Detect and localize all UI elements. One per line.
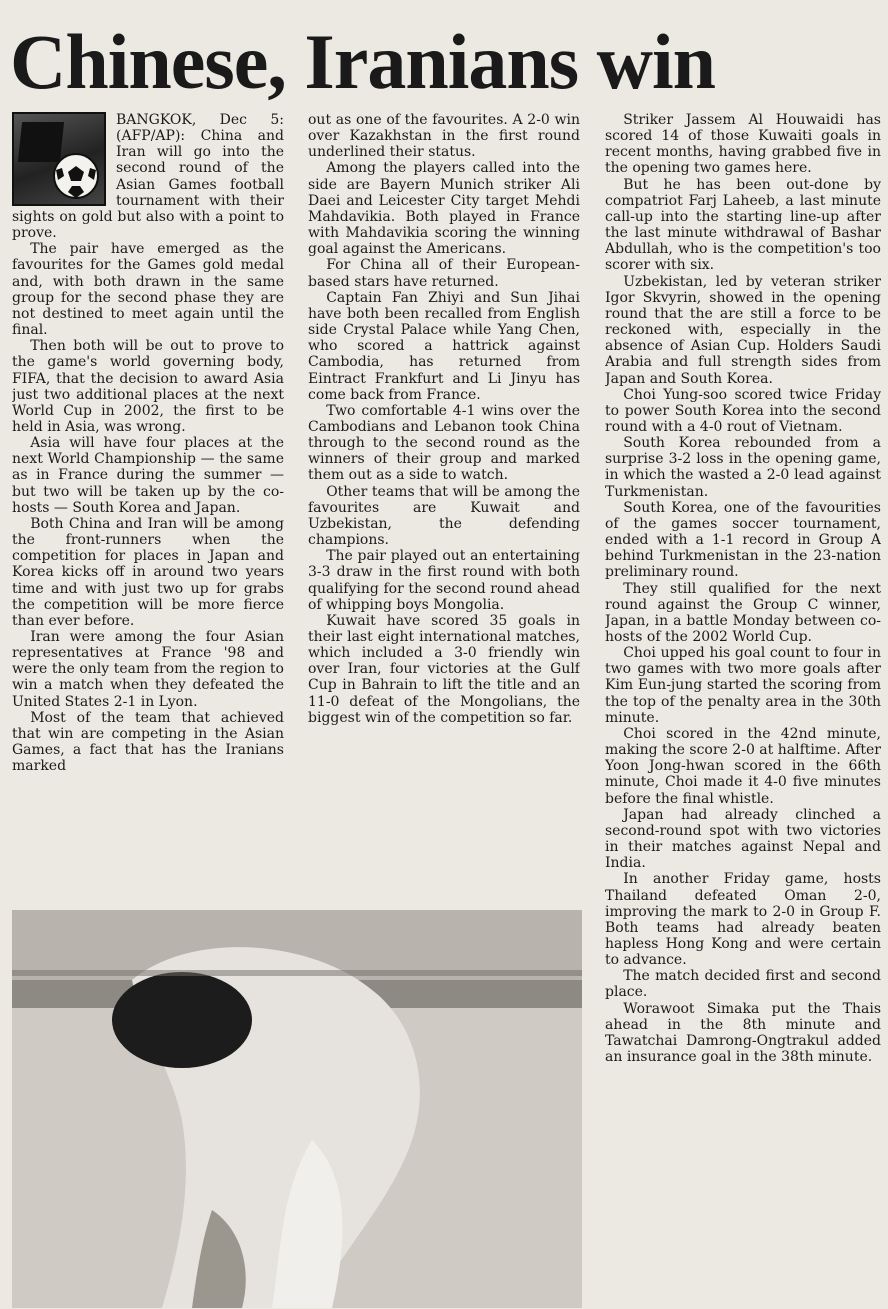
paragraph: South Korea, one of the favourities of the games soccer tournament, ended with a 1-1 record in Group A behind Turkmenistan in the 23-nation preliminary round. xyxy=(605,499,881,581)
paragraph: Kuwait have scored 35 goals in their last eight international matches, which included a 3-0 friendly win over Iran, four victories at the Gulf Cup in Bahrain to lift the title and an 11-0 defeat of the Mongolians, the biggest win of the competition so far. xyxy=(308,612,580,726)
paragraph: The match decided first and second place. xyxy=(605,968,881,1001)
paragraph: Captain Fan Zhiyi and Sun Jihai have both been recalled from English side Crystal Palace while Yang Chen, who scored a hattrick against Cambodia, has returned from Eintract Frankfurt and Li Jinyu has come back from France. xyxy=(308,289,580,403)
paragraph: Striker Jassem Al Houwaidi has scored 14 of those Kuwaiti goals in recent months, having grabbed five in the opening two games here. xyxy=(605,112,881,177)
paragraph: In another Friday game, hosts Thailand defeated Oman 2-0, improving the mark to 2-0 in Group F. Both teams had already beaten hapless Hong Kong and were certain to advance. xyxy=(605,871,881,969)
article-column-3 xyxy=(605,112,881,1302)
paragraph: For China all of their European-based stars have returned. xyxy=(308,257,580,290)
paragraph: Uzbekistan, led by veteran striker Igor Skvyrin, showed in the opening round that the are still a force to be reckoned with, especially in the absence of Asian Cup. Holders Saudi Arabia and full strength sides from Japan and South Korea. xyxy=(605,273,881,387)
paragraph: Other teams that will be among the favourites are Kuwait and Uzbekistan, the defending champions. xyxy=(308,483,580,549)
paragraph: Then both will be out to prove to the game's world governing body, FIFA, that the decision to award Asia just two additional places at the next World Cup in 2002, the first to be held in Asia, was wrong. xyxy=(12,338,284,435)
paragraph: Choi upped his goal count to four in two games with two more goals after Kim Eun-jung started the scoring from the top of the penalty area in the 30th minute. xyxy=(605,645,881,726)
paragraph: Japan had already clinched a second-round spot with two victories in their matches against Nepal and India. xyxy=(605,806,881,872)
paragraph: Asia will have four places at the next World Championship — the same as in France during the summer — but two will be taken up by the co-hosts — South Korea and Japan. xyxy=(12,435,284,516)
paragraph: Choi scored in the 42nd minute, making the score 2-0 at halftime. After Yoon Jong-hwan scored in the 66th minute, Choi made it 4-0 five minutes before the final whistle. xyxy=(605,725,881,807)
paragraph: Both China and Iran will be among the front-runners when the competition for places in Japan and Korea kicks off in around two years time and with just two up for grabs the competition will be more fierce than ever before. xyxy=(12,515,284,629)
article-column-1 xyxy=(12,112,284,898)
athlete-photo xyxy=(12,910,582,1308)
paragraph: Most of the team that achieved that win are competing in the Asian Games, a fact that has the Iranians marked xyxy=(12,709,284,775)
headline: Chinese, Iranians win xyxy=(10,20,715,104)
paragraph: South Korea rebounded from a surprise 3-2 loss in the opening game, in which the wasted a 2-0 lead against Turkmenistan. xyxy=(605,435,881,500)
paragraph: The pair played out an entertaining 3-3 draw in the first round with both qualifying for the second round ahead of whipping boys Mongolia. xyxy=(308,548,580,613)
paragraph: out as one of the favourites. A 2-0 win over Kazakhstan in the first round underlined their status. xyxy=(308,112,580,161)
paragraph: Choi Yung-soo scored twice Friday to power South Korea into the second round with a 4-0 rout of Vietnam. xyxy=(605,386,881,435)
paragraph: Among the players called into the side are Bayern Munich striker Ali Daei and Leicester City target Mehdi Mahdavikia. Both played in France with Mahdavikia scoring the winning goal against the Americans. xyxy=(308,160,580,258)
soccer-ball-icon xyxy=(52,152,100,200)
football-logo-icon xyxy=(12,112,106,206)
paragraph: But he has been out-done by compatriot Farj Laheeb, a last minute call-up into the starting line-up after the last minute withdrawal of Bashar Abdullah, who is the competition's too scorer with six. xyxy=(605,176,881,274)
paragraph: Two comfortable 4-1 wins over the Cambodians and Lebanon took China through to the second round as the winners of their group and marked them out as a side to watch. xyxy=(308,402,580,484)
paragraph: BANGKOK, Dec 5: (AFP/AP): China and Iran will go into the second round of the Asian Games football tournament with their sights on gold but also with a point to prove. xyxy=(12,112,284,242)
paragraph: The pair have emerged as the favourites for the Games gold medal and, with both drawn in the same group for the second phase they are not destined to meet again until the final. xyxy=(12,241,284,339)
paragraph: They still qualified for the next round against the Group C winner, Japan, in a battle Monday between co-hosts of the 2002 World Cup. xyxy=(605,580,881,645)
paragraph: Iran were among the four Asian representatives at France '98 and were the only team from the region to win a match when they defeated the United States 2-1 in Lyon. xyxy=(12,629,284,710)
article-column-2 xyxy=(308,112,580,898)
paragraph: Worawoot Simaka put the Thais ahead in the 8th minute and Tawatchai Damrong-Ongtrakul added an insurance goal in the 38th minute. xyxy=(605,1000,881,1066)
